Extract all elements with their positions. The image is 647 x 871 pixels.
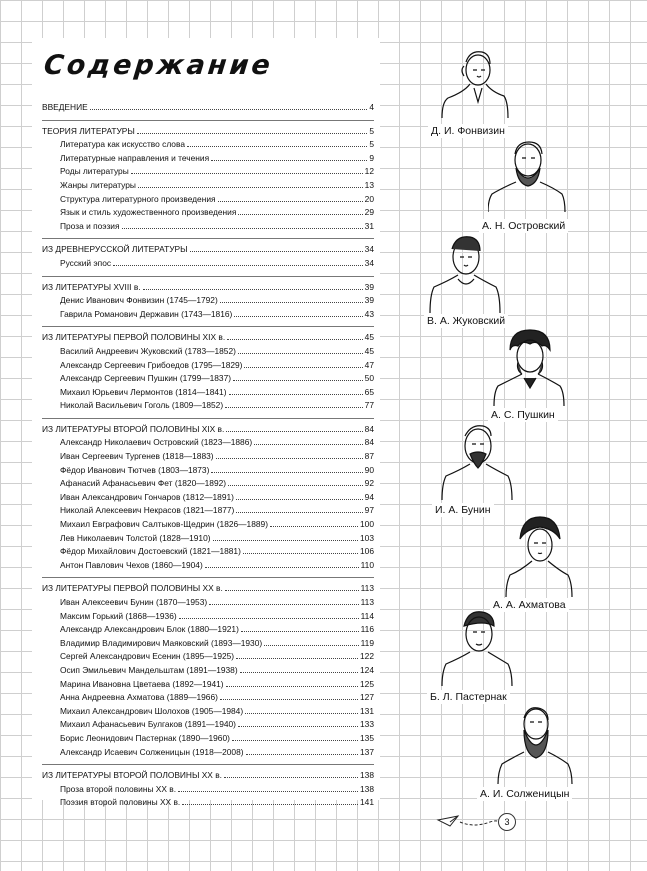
toc-entry[interactable] xyxy=(42,706,374,720)
toc-section[interactable] xyxy=(42,770,374,784)
portrait-name-fonvizin: Д. И. Фонвизин xyxy=(428,124,508,138)
toc-entry-page: 137 xyxy=(360,746,374,757)
toc-entry-title: Михаил Александрович Шолохов (1905—1984) xyxy=(60,705,244,716)
toc-entry[interactable] xyxy=(42,465,374,479)
toc-entry-title: Поэзия второй половины XX в. xyxy=(60,797,181,808)
toc-entry-title: Денис Иванович Фонвизин (1745—1792) xyxy=(60,295,218,306)
dot-leader xyxy=(232,740,358,741)
portrait-name-pasternak: Б. Л. Пастернак xyxy=(427,690,510,704)
toc-entry-title: Структура литературного произведения xyxy=(60,193,216,204)
toc-entry[interactable] xyxy=(42,505,374,519)
portrait-solzhenitsyn xyxy=(496,700,574,784)
toc-entry-page: 13 xyxy=(364,179,374,190)
toc-entry[interactable] xyxy=(42,437,374,451)
dot-leader xyxy=(137,133,368,134)
toc-entry-title: Александр Сергеевич Грибоедов (1795—1829) xyxy=(60,359,243,370)
toc-entry[interactable] xyxy=(42,784,374,798)
dot-leader xyxy=(238,214,362,215)
toc-entry-title: ИЗ ЛИТЕРАТУРЫ ВТОРОЙ ПОЛОВИНЫ XIX в. xyxy=(42,423,225,434)
toc-entry-page: 125 xyxy=(360,678,374,689)
dot-leader xyxy=(205,567,359,568)
toc-entry-page: 119 xyxy=(360,637,374,648)
toc-entry-page: 113 xyxy=(360,583,374,594)
dot-leader xyxy=(236,658,358,659)
dot-leader xyxy=(238,353,363,354)
toc-entry-page: 50 xyxy=(364,373,374,384)
dot-leader xyxy=(209,604,358,605)
dot-leader xyxy=(243,553,358,554)
section-divider xyxy=(42,418,374,419)
dot-leader xyxy=(233,380,363,381)
dot-leader xyxy=(236,499,363,500)
toc-entry-page: 97 xyxy=(364,505,374,516)
dot-leader xyxy=(254,444,363,445)
toc-entry-title: Литература как искусство слова xyxy=(60,139,185,150)
dot-leader xyxy=(244,367,362,368)
dot-leader xyxy=(246,754,358,755)
dot-leader xyxy=(220,302,363,303)
toc-entry-page: 45 xyxy=(364,332,374,343)
toc-entry-title: ИЗ ЛИТЕРАТУРЫ ВТОРОЙ ПОЛОВИНЫ XX в. xyxy=(42,770,223,781)
toc-entry-page: 29 xyxy=(364,207,374,218)
toc-entry-page: 131 xyxy=(360,705,374,716)
dot-leader xyxy=(190,251,363,252)
toc-entry-title: Проза второй половины XX в. xyxy=(60,783,177,794)
toc-section[interactable] xyxy=(42,332,374,346)
toc-entry-page: 116 xyxy=(360,624,374,635)
paper-plane-icon xyxy=(436,812,506,837)
toc-entry-page: 31 xyxy=(364,220,374,231)
toc-entry-title: Гаврила Романович Державин (1743—1816) xyxy=(60,308,233,319)
toc-entry-title: Лев Николаевич Толстой (1828—1910) xyxy=(60,532,211,543)
toc-entry-page: 135 xyxy=(360,732,374,743)
toc-entry[interactable] xyxy=(42,560,374,574)
toc-entry[interactable] xyxy=(42,346,374,360)
dot-leader xyxy=(178,791,358,792)
toc-entry-title: Марина Ивановна Цветаева (1892—1941) xyxy=(60,678,224,689)
toc-entry-page: 124 xyxy=(360,664,374,675)
toc-entry[interactable] xyxy=(42,194,374,208)
toc-entry-title: Иван Сергеевич Тургенев (1818—1883) xyxy=(60,451,214,462)
portrait-name-zhukovsky: В. А. Жуковский xyxy=(424,314,508,328)
toc-entry[interactable] xyxy=(42,207,374,221)
dot-leader xyxy=(236,512,362,513)
toc-entry[interactable] xyxy=(42,638,374,652)
toc-entry[interactable] xyxy=(42,611,374,625)
toc-entry[interactable] xyxy=(42,719,374,733)
dot-leader xyxy=(270,526,358,527)
toc-entry[interactable] xyxy=(42,360,374,374)
toc-entry[interactable] xyxy=(42,665,374,679)
toc-entry-page: 138 xyxy=(360,770,374,781)
toc-entry-title: Антон Павлович Чехов (1860—1904) xyxy=(60,559,203,570)
toc-entry-title: Проза и поэзия xyxy=(60,220,120,231)
dot-leader xyxy=(238,726,358,727)
toc-entry-page: 9 xyxy=(369,152,374,163)
toc-section[interactable] xyxy=(42,282,374,296)
section-divider xyxy=(42,577,374,578)
toc-entry-title: Иван Александрович Гончаров (1812—1891) xyxy=(60,491,234,502)
toc-entry-page: 47 xyxy=(364,359,374,370)
dot-leader xyxy=(187,146,367,147)
portrait-pasternak xyxy=(440,606,516,686)
dot-leader xyxy=(264,645,358,646)
toc-entry-page: 141 xyxy=(360,797,374,808)
portrait-fonvizin xyxy=(440,44,510,122)
dot-leader xyxy=(143,289,363,290)
toc-entry-page: 34 xyxy=(364,257,374,268)
dot-leader xyxy=(241,631,359,632)
toc-entry[interactable] xyxy=(42,478,374,492)
portrait-pushkin xyxy=(492,326,566,406)
toc-entry-title: Язык и стиль художественного произведения xyxy=(60,207,237,218)
portrait-name-akhmatova: А. А. Ахматова xyxy=(490,598,569,612)
toc-entry-title: ИЗ ДРЕВНЕРУССКОЙ ЛИТЕРАТУРЫ xyxy=(42,244,188,255)
toc-entry[interactable] xyxy=(42,519,374,533)
toc-section[interactable] xyxy=(42,126,374,140)
toc-entry-title: ВВЕДЕНИЕ xyxy=(42,102,88,112)
toc-entry-page: 110 xyxy=(360,559,374,570)
toc-entry[interactable] xyxy=(42,180,374,194)
toc-entry-title: Афанасий Афанасьевич Фет (1820—1892) xyxy=(60,478,227,489)
dot-leader xyxy=(131,173,363,174)
toc-entry-page: 122 xyxy=(360,651,374,662)
toc-entry[interactable] xyxy=(42,747,374,761)
toc-entry[interactable] xyxy=(42,139,374,153)
toc-entry-page: 100 xyxy=(360,519,374,530)
toc-entry[interactable] xyxy=(42,373,374,387)
toc-entry-title: Осип Эмильевич Мандельштам (1891—1938) xyxy=(60,664,238,675)
toc-entry-title: Сергей Александрович Есенин (1895—1925) xyxy=(60,651,235,662)
toc-entry-title: Иван Алексеевич Бунин (1870—1953) xyxy=(60,597,208,607)
toc-entry-title: Максим Горький (1868—1936) xyxy=(60,610,177,621)
dot-leader xyxy=(225,590,359,591)
dot-leader xyxy=(245,713,358,714)
section-divider xyxy=(42,238,374,239)
dot-leader xyxy=(211,160,367,161)
section-divider xyxy=(42,326,374,327)
toc-entry-title: Михаил Афанасьевич Булгаков (1891—1940) xyxy=(60,719,236,730)
toc-entry-title: ИЗ ЛИТЕРАТУРЫ ПЕРВОЙ ПОЛОВИНЫ XX в. xyxy=(42,583,223,594)
toc-entry-page: 113 xyxy=(360,597,374,607)
toc-entry-page: 90 xyxy=(364,464,374,475)
toc-entry[interactable] xyxy=(42,546,374,560)
toc-entry[interactable] xyxy=(42,400,374,414)
toc-entry-page: 106 xyxy=(360,546,374,557)
page-title: Содержание xyxy=(42,50,275,81)
toc-entry-title: Фёдор Иванович Тютчев (1803—1873) xyxy=(60,464,210,475)
toc-entry-title: Михаил Юрьевич Лермонтов (1814—1841) xyxy=(60,386,227,397)
toc-entry-page: 84 xyxy=(364,423,374,434)
toc-section[interactable] xyxy=(42,244,374,258)
toc-entry[interactable] xyxy=(42,166,374,180)
dot-leader xyxy=(179,618,359,619)
dot-leader xyxy=(216,458,363,459)
toc-entry-page: 138 xyxy=(360,783,374,794)
toc-entry[interactable] xyxy=(42,492,374,506)
toc-entry-page: 114 xyxy=(360,610,374,621)
portrait-bunin xyxy=(440,418,516,500)
dot-leader xyxy=(220,699,358,700)
toc-entry[interactable] xyxy=(42,597,374,611)
dot-leader xyxy=(213,540,358,541)
toc-entry[interactable] xyxy=(42,258,374,272)
toc-entry[interactable] xyxy=(42,692,374,706)
toc-entry-page: 45 xyxy=(364,345,374,356)
dot-leader xyxy=(113,265,363,266)
toc-entry-title: ИЗ ЛИТЕРАТУРЫ ПЕРВОЙ ПОЛОВИНЫ XIX в. xyxy=(42,332,226,343)
toc-entry-page: 84 xyxy=(364,437,374,448)
toc-entry-title: Анна Андреевна Ахматова (1889—1966) xyxy=(60,692,218,703)
dot-leader xyxy=(90,109,368,110)
toc-entry-page: 127 xyxy=(360,692,374,703)
toc-section[interactable] xyxy=(42,583,374,597)
dot-leader xyxy=(138,187,363,188)
toc-entry-page: 43 xyxy=(364,308,374,319)
toc-entry[interactable] xyxy=(42,387,374,401)
toc-entry-title: Русский эпос xyxy=(60,257,112,268)
page-number: 3 xyxy=(498,813,516,831)
portrait-name-solzhenitsyn: А. И. Солженицын xyxy=(477,787,572,801)
toc-entry-page: 87 xyxy=(364,451,374,462)
toc-entry-page: 4 xyxy=(369,102,374,112)
toc-entry[interactable] xyxy=(42,733,374,747)
toc-entry-title: Фёдор Михайлович Достоевский (1821—1881) xyxy=(60,546,241,557)
toc-entry-title: Николай Алексеевич Некрасов (1821—1877) xyxy=(60,505,235,516)
toc-entry[interactable] xyxy=(42,797,374,811)
toc-entry-page: 39 xyxy=(364,295,374,306)
dot-leader xyxy=(122,228,363,229)
toc-entry-title: Николай Васильевич Гоголь (1809—1852) xyxy=(60,400,224,411)
toc-entry-page: 39 xyxy=(364,281,374,292)
toc-list xyxy=(42,102,374,811)
toc-entry-title: ИЗ ЛИТЕРАТУРЫ XVIII в. xyxy=(42,281,141,292)
toc-entry[interactable] xyxy=(42,309,374,323)
toc-entry-page: 34 xyxy=(364,244,374,255)
toc-entry-page: 12 xyxy=(364,166,374,177)
section-divider xyxy=(42,120,374,121)
toc-entry-title: Александр Александрович Блок (1880—1921) xyxy=(60,624,239,635)
toc-entry[interactable] xyxy=(42,295,374,309)
toc-entry-title: Борис Леонидович Пастернак (1890—1960) xyxy=(60,732,230,743)
toc-entry[interactable] xyxy=(42,451,374,465)
toc-entry-page: 94 xyxy=(364,491,374,502)
toc-entry-page: 65 xyxy=(364,386,374,397)
dot-leader xyxy=(240,672,358,673)
portrait-zhukovsky xyxy=(428,229,504,313)
toc-entry-page: 20 xyxy=(364,193,374,204)
portrait-name-ostrovsky: А. Н. Островский xyxy=(479,219,568,233)
dot-leader xyxy=(182,804,358,805)
toc-entry-title: Литературные направления и течения xyxy=(60,152,210,163)
toc-entry-title: Владимир Владимирович Маяковский (1893—1930) xyxy=(60,637,263,648)
toc-entry[interactable] xyxy=(42,651,374,665)
portrait-ostrovsky xyxy=(488,134,566,212)
toc-entry[interactable] xyxy=(42,533,374,547)
toc-entry-page: 5 xyxy=(369,125,374,136)
dot-leader xyxy=(226,431,362,432)
toc-entry-title: ТЕОРИЯ ЛИТЕРАТУРЫ xyxy=(42,125,135,136)
dot-leader xyxy=(224,777,358,778)
toc-entry-page: 92 xyxy=(364,478,374,489)
toc-entry-page: 133 xyxy=(360,719,374,730)
toc-entry-page: 5 xyxy=(369,139,374,150)
toc-entry-page: 77 xyxy=(364,400,374,411)
toc-entry[interactable] xyxy=(42,153,374,167)
dot-leader xyxy=(228,485,363,486)
dot-leader xyxy=(211,472,362,473)
toc-panel xyxy=(32,38,380,808)
portrait-name-bunin: И. А. Бунин xyxy=(432,503,494,517)
section-divider xyxy=(42,764,374,765)
toc-entry-title: Василий Андреевич Жуковский (1783—1852) xyxy=(60,345,236,356)
portrait-name-pushkin: А. С. Пушкин xyxy=(488,408,558,422)
toc-entry[interactable] xyxy=(42,679,374,693)
dot-leader xyxy=(218,201,363,202)
dot-leader xyxy=(234,316,362,317)
dot-leader xyxy=(229,394,363,395)
toc-entry-title: Александр Сергеевич Пушкин (1799—1837) xyxy=(60,373,232,384)
toc-section[interactable] xyxy=(42,424,374,438)
toc-entry[interactable] xyxy=(42,624,374,638)
toc-entry-title: Александр Николаевич Островский (1823—1886) xyxy=(60,437,253,448)
toc-entry-page: 103 xyxy=(360,532,374,543)
dot-leader xyxy=(226,686,358,687)
toc-entry[interactable] xyxy=(42,221,374,235)
toc-entry-title: Роды литературы xyxy=(60,166,129,177)
toc-section[interactable] xyxy=(42,102,374,116)
toc-entry-title: Михаил Евграфович Салтыков-Щедрин (1826—1889) xyxy=(60,519,268,530)
dot-leader xyxy=(227,339,363,340)
section-divider xyxy=(42,276,374,277)
toc-entry-title: Александр Исаевич Солженицын (1918—2008) xyxy=(60,746,244,757)
portrait-akhmatova xyxy=(500,513,576,597)
dot-leader xyxy=(225,407,363,408)
toc-entry-title: Жанры литературы xyxy=(60,179,136,190)
